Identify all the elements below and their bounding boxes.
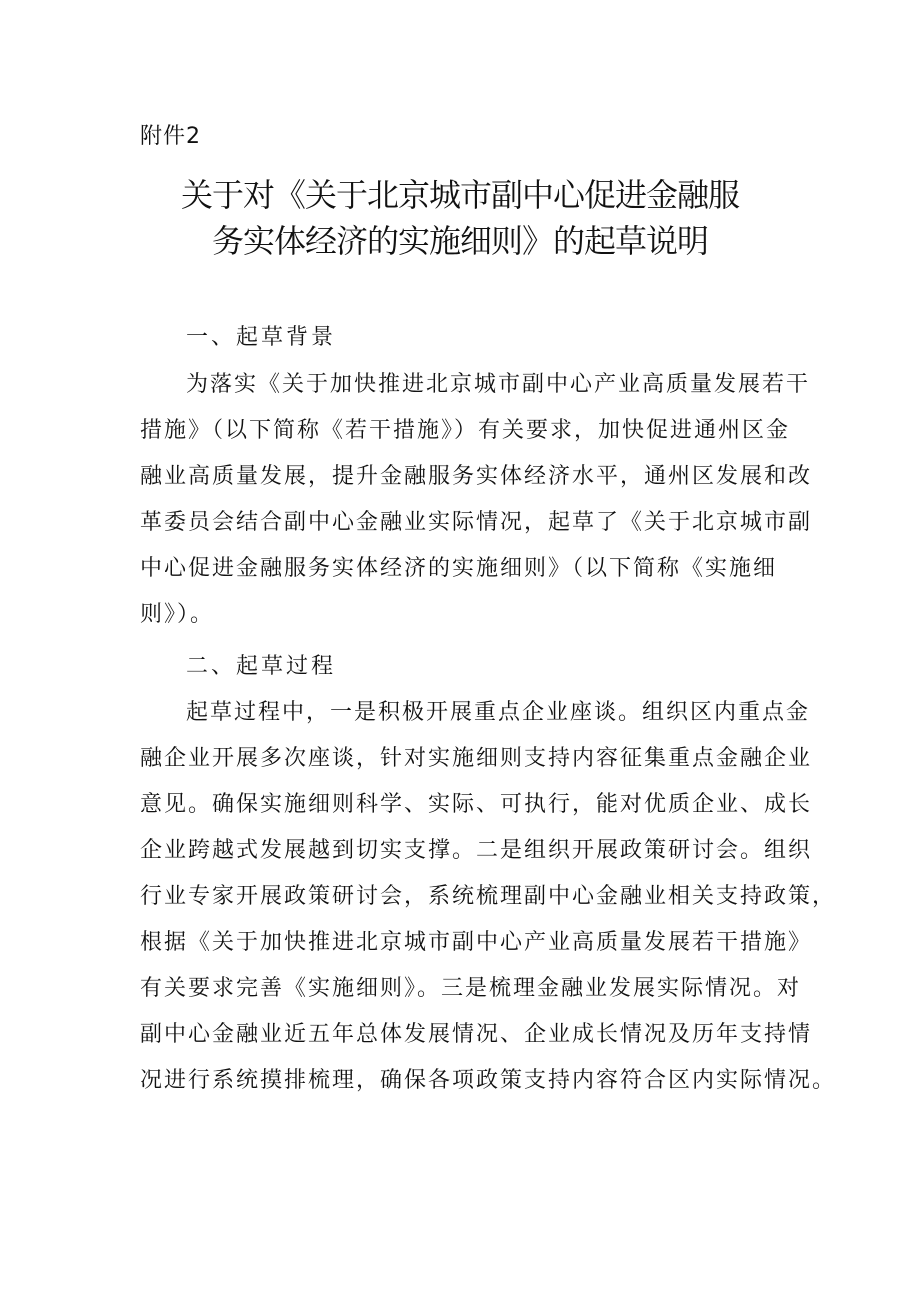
paragraph-line: 企业跨越式发展越到切实支撑。二是组织开展政策研讨会。组织 bbox=[140, 838, 813, 863]
paragraph-line: 革委员会结合副中心金融业实际情况，起草了《关于北京城市副 bbox=[140, 510, 813, 535]
section-heading-background: 一、起草背景 bbox=[186, 325, 337, 350]
paragraph-line: 融业高质量发展，提升金融服务实体经济水平，通州区发展和改 bbox=[140, 464, 813, 489]
paragraph-line: 根据《关于加快推进北京城市副中心产业高质量发展若干措施》 bbox=[140, 930, 813, 955]
title-line: 务实体经济的实施细则》的起草说明 bbox=[211, 222, 708, 260]
paragraph-line: 措施》（以下简称《若干措施》）有关要求，加快促进通州区金 bbox=[140, 418, 791, 443]
section-heading-process: 二、起草过程 bbox=[186, 654, 337, 679]
section-body-process bbox=[140, 690, 837, 1104]
attachment-label: 附件2 bbox=[140, 124, 201, 149]
document-title bbox=[120, 172, 800, 264]
paragraph-line: 副中心金融业近五年总体发展情况、企业成长情况及历年支持情 bbox=[140, 1022, 813, 1047]
title-line: 关于对《关于北京城市副中心促进金融服 bbox=[180, 176, 739, 214]
section-body-background bbox=[140, 362, 813, 638]
paragraph-line: 则》）。 bbox=[140, 602, 215, 627]
paragraph-line: 中心促进金融服务实体经济的实施细则》（以下简称《实施细 bbox=[140, 556, 778, 581]
paragraph-line: 有关要求完善《实施细则》。三是梳理金融业发展实际情况。对 bbox=[140, 976, 802, 1001]
paragraph-line: 为落实《关于加快推进北京城市副中心产业高质量发展若干 bbox=[186, 372, 811, 397]
paragraph-line: 意见。确保实施细则科学、实际、可执行，能对优质企业、成长 bbox=[140, 792, 813, 817]
paragraph-line: 融企业开展多次座谈，针对实施细则支持内容征集重点金融企业 bbox=[140, 746, 813, 771]
paragraph-line: 起草过程中，一是积极开展重点企业座谈。组织区内重点金 bbox=[186, 700, 811, 725]
paragraph-line: 行业专家开展政策研讨会，系统梳理副中心金融业相关支持政策， bbox=[140, 884, 837, 909]
paragraph-line: 况进行系统摸排梳理，确保各项政策支持内容符合区内实际情况。 bbox=[140, 1068, 837, 1093]
